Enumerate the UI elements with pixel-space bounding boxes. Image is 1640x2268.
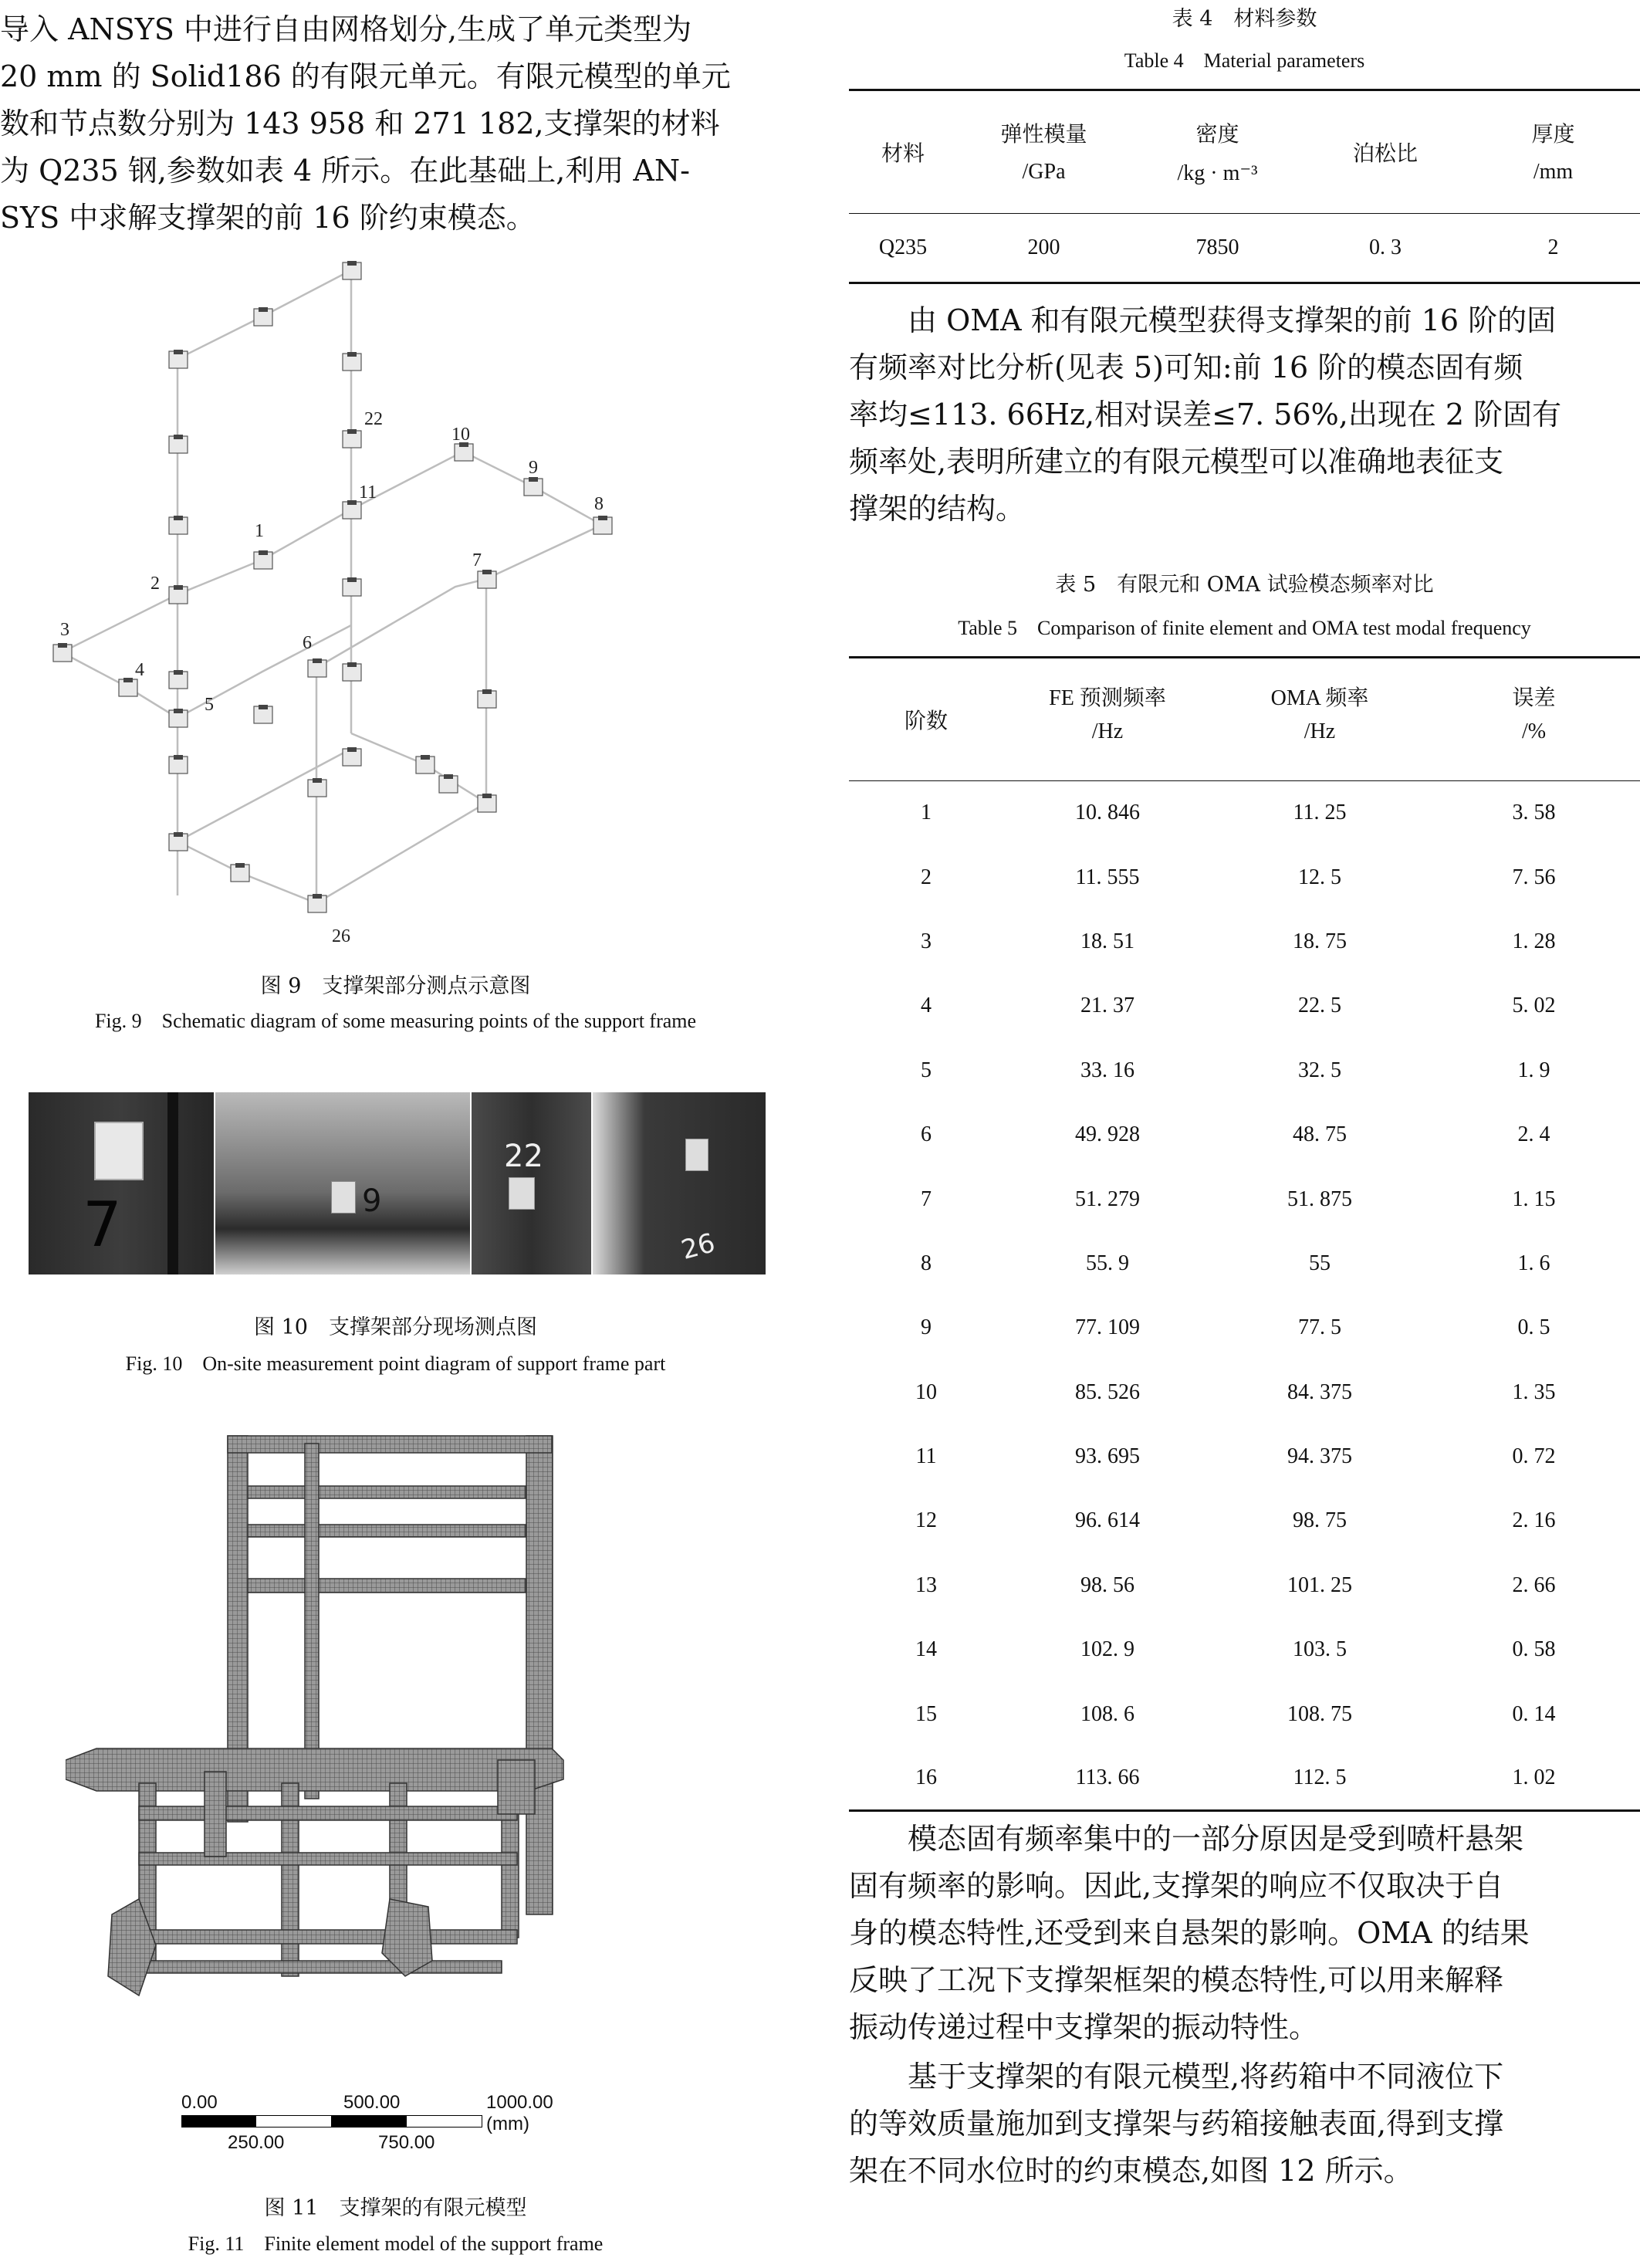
- node: [343, 747, 361, 766]
- table-cell: 21. 37: [1080, 994, 1134, 1018]
- intro-paragraph: 导入 ANSYS 中进行自由网格划分,生成了单元类型为 20 mm 的 Solid186 的有限元单元。有限元模型的单元 数和节点数分别为 143 958 和 271 182,支撑架的材料 为 Q235 钢,参数如表 4 所示。在此基础上,利用 AN- SYS 中求解支撑架的前 16 阶约束模态。: [0, 12, 731, 235]
- node: [343, 261, 361, 279]
- node: [308, 894, 326, 912]
- table-row: [849, 1360, 1640, 1424]
- table-cell: 2. 4: [1517, 1122, 1550, 1147]
- node: [343, 662, 361, 681]
- table4-header: 泊松比: [1352, 142, 1418, 166]
- table-cell: 15: [915, 1701, 937, 1726]
- node: [169, 435, 188, 453]
- node: [169, 670, 188, 689]
- node: [119, 678, 137, 696]
- table5-unit: /%: [1521, 719, 1547, 743]
- table-row: [849, 781, 1640, 845]
- table4: [849, 89, 1640, 284]
- photo-point-26: [593, 1092, 766, 1274]
- point-label: 6: [303, 633, 312, 653]
- node: [478, 570, 496, 588]
- table-cell: 8: [921, 1251, 932, 1275]
- table-cell: 77. 109: [1075, 1315, 1140, 1340]
- fig11-scale-bar: [181, 2092, 598, 2154]
- table5-header: OMA 频率: [1270, 686, 1369, 711]
- table-cell: 0. 58: [1512, 1637, 1556, 1662]
- table-cell: 85. 526: [1075, 1379, 1140, 1404]
- point-label: 2: [150, 574, 160, 594]
- node: [343, 577, 361, 596]
- table-cell: 84. 375: [1287, 1379, 1352, 1404]
- table-cell: 2. 66: [1512, 1572, 1556, 1597]
- table-cell: 0. 72: [1512, 1444, 1556, 1469]
- photo-point-9: [215, 1092, 470, 1274]
- point-label: 1: [255, 521, 264, 541]
- table5-body: [849, 781, 1640, 1811]
- table-cell: 94. 375: [1287, 1444, 1352, 1469]
- table-cell: 12: [915, 1508, 937, 1533]
- point-label: 10: [451, 425, 470, 445]
- node: [169, 516, 188, 534]
- point-label: 8: [594, 494, 604, 514]
- fig10-photo-strip: [29, 1092, 766, 1274]
- table-cell: 3: [921, 929, 932, 953]
- node: [478, 689, 496, 708]
- table-row: [849, 1682, 1640, 1746]
- table-row: [849, 1231, 1640, 1295]
- table-cell: 10. 846: [1075, 801, 1140, 825]
- node: [169, 832, 188, 851]
- frame-lines: [62, 270, 602, 903]
- node: [231, 863, 249, 882]
- table5-header: 阶数: [904, 709, 948, 733]
- scale-tick-label: 1000.00 (mm): [486, 2092, 553, 2134]
- table-cell: 96. 614: [1075, 1508, 1140, 1533]
- mid-paragraph: 由 OMA 和有限元模型获得支撑架的前 16 阶的固 有频率对比分析(见表 5)可知:前 16 阶的模态固有频 率均≤113. 66Hz,相对误差≤7. 56%,出现在 2 阶固有 频率处,表明所建立的有限元模型可以准确地表征支 撑架的结构。: [849, 303, 1562, 526]
- table-cell: 18. 51: [1080, 929, 1134, 953]
- node: [524, 477, 543, 496]
- table-cell: 1. 35: [1512, 1379, 1556, 1404]
- photo-point-7: [29, 1092, 214, 1274]
- node: [169, 709, 188, 727]
- table-cell: 9: [921, 1315, 932, 1340]
- node: [455, 442, 473, 461]
- point-label: 9: [529, 458, 538, 478]
- table-cell: 13: [915, 1572, 937, 1597]
- table-cell: 2: [921, 865, 932, 889]
- table-row: [849, 1167, 1640, 1231]
- table-cell: 108. 6: [1080, 1701, 1134, 1726]
- table-cell: 32. 5: [1298, 1058, 1341, 1082]
- fig11-fe-model: [66, 1420, 621, 2015]
- table-cell: 51. 875: [1287, 1186, 1352, 1211]
- table-cell: 18. 75: [1293, 929, 1347, 953]
- table-cell: 98. 75: [1293, 1508, 1347, 1533]
- measuring-nodes: [53, 261, 612, 912]
- table-row: [849, 1102, 1640, 1166]
- table5: [849, 656, 1640, 1812]
- table-cell: 10: [915, 1379, 937, 1404]
- fig11-caption-cn: 图 11 支撑架的有限元模型: [264, 2196, 527, 2220]
- table4-header: 厚度: [1531, 123, 1575, 147]
- table-row: [849, 1489, 1640, 1553]
- table-cell: 4: [921, 994, 932, 1018]
- scale-tick-label: 250.00: [228, 2132, 285, 2153]
- photo-label: 7: [83, 1189, 122, 1261]
- table-row: [849, 1038, 1640, 1102]
- fig9-caption-en: Fig. 9 Schematic diagram of some measuring points of the support frame: [94, 1010, 697, 1032]
- table-cell: 77. 5: [1298, 1315, 1341, 1340]
- scale-tick-label: 750.00: [378, 2132, 435, 2153]
- table-cell: 112. 5: [1293, 1765, 1347, 1790]
- table-cell: 1. 28: [1512, 929, 1556, 953]
- table-cell: 101. 25: [1287, 1572, 1352, 1597]
- fig11-caption-en: Fig. 11 Finite element model of the support frame: [188, 2232, 604, 2255]
- table-cell: 108. 75: [1287, 1701, 1352, 1726]
- table-cell: 12. 5: [1298, 865, 1341, 889]
- table-cell: 93. 695: [1075, 1444, 1140, 1469]
- table-cell: 102. 9: [1080, 1637, 1134, 1662]
- table-cell: 1. 15: [1512, 1186, 1556, 1211]
- point-label: 4: [135, 660, 144, 680]
- table4-unit: /GPa: [1022, 159, 1066, 184]
- table-cell: 103. 5: [1293, 1637, 1347, 1662]
- table-cell: 49. 928: [1075, 1122, 1140, 1147]
- table-cell: 33. 16: [1080, 1058, 1134, 1082]
- table5-title-cn: 表 5 有限元和 OMA 试验模态频率对比: [1055, 573, 1434, 597]
- table-cell: 5: [921, 1058, 932, 1082]
- node: [254, 550, 272, 569]
- point-label: 7: [472, 550, 482, 570]
- node: [593, 516, 612, 534]
- table-cell: 113. 66: [1075, 1765, 1140, 1790]
- table-row: [849, 1746, 1640, 1810]
- table-cell: 55: [1309, 1251, 1331, 1275]
- point-label: 5: [205, 695, 214, 715]
- photo-label: 22: [504, 1139, 543, 1174]
- fig10-caption-cn: 图 10 支撑架部分现场测点图: [254, 1315, 537, 1339]
- table4-header: 材料: [881, 142, 925, 166]
- photo-label: 26: [678, 1227, 719, 1266]
- table-row: [849, 1424, 1640, 1488]
- table5-unit: /Hz: [1304, 719, 1336, 743]
- table-cell: 2. 16: [1512, 1508, 1556, 1533]
- fig10-caption-en: Fig. 10 On-site measurement point diagram of support frame part: [125, 1352, 666, 1375]
- point-label: 22: [364, 409, 383, 429]
- table-cell: 14: [915, 1637, 937, 1662]
- table-cell: 48. 75: [1293, 1122, 1347, 1147]
- node: [254, 307, 272, 326]
- table-row: [849, 974, 1640, 1038]
- fig9-caption-cn: 图 9 支撑架部分测点示意图: [260, 974, 531, 998]
- end-paragraph-1: 模态固有频率集中的一部分原因是受到喷杆悬架 固有频率的影响。因此,支撑架的响应不仅取决于自 身的模态特性,还受到来自悬架的影响。OMA 的结果 反映了工况下支撑架框架的模态特性,可以用来解释 振动传递过程中支撑架的振动特性。: [849, 1822, 1530, 2044]
- end-paragraph-2: 基于支撑架的有限元模型,将药箱中不同液位下 的等效质量施加到支撑架与药箱接触表面,得到支撑 架在不同水位时的约束模态,如图 12 所示。: [849, 2060, 1504, 2188]
- point-label: 11: [359, 482, 377, 503]
- table-cell: 6: [921, 1122, 932, 1147]
- table-cell: 1. 02: [1512, 1765, 1556, 1790]
- point-label: 3: [60, 620, 69, 640]
- point-label: 26: [332, 926, 350, 942]
- photo-point-22: [472, 1092, 591, 1274]
- table-cell: 55. 9: [1086, 1251, 1129, 1275]
- table4-title-cn: 表 4 材料参数: [1172, 7, 1317, 31]
- node: [478, 794, 496, 812]
- table-cell: 3. 58: [1512, 801, 1556, 825]
- node: [53, 643, 72, 662]
- scale-tick-label: 0.00: [181, 2092, 218, 2113]
- table-cell: 51. 279: [1075, 1186, 1140, 1211]
- table4-unit: /mm: [1533, 159, 1574, 184]
- table-cell: 22. 5: [1298, 994, 1341, 1018]
- table-row: [849, 909, 1640, 973]
- node: [343, 352, 361, 371]
- node: [308, 778, 326, 797]
- table5-header: FE 预测频率: [1049, 686, 1166, 711]
- table-cell: 16: [915, 1765, 937, 1790]
- table-row: [849, 1553, 1640, 1617]
- node: [308, 658, 326, 677]
- table4-header: 密度: [1195, 123, 1239, 147]
- node: [254, 705, 272, 723]
- table-cell: 1. 9: [1517, 1058, 1550, 1082]
- node: [343, 429, 361, 448]
- table-cell: 1: [921, 801, 932, 825]
- table-cell: 7: [921, 1186, 932, 1211]
- table-cell: 0. 14: [1512, 1701, 1556, 1726]
- table-cell: 11. 555: [1075, 865, 1140, 889]
- table-cell: 11. 25: [1293, 801, 1347, 825]
- table5-unit: /Hz: [1091, 719, 1124, 743]
- scale-tick-label: 500.00: [343, 2092, 401, 2113]
- fig9-schematic: [31, 255, 695, 942]
- point-labels: [60, 409, 604, 942]
- table-row: Q235 200 7850 0. 3 2: [849, 214, 1640, 283]
- photo-label: 9: [362, 1183, 382, 1219]
- table-cell: 7. 56: [1512, 865, 1556, 889]
- table4-header: 弹性模量: [1000, 123, 1087, 147]
- table5-title-en: Table 5 Comparison of finite element and OMA test modal frequency: [958, 617, 1531, 639]
- table-cell: 1. 6: [1517, 1251, 1550, 1275]
- node: [169, 350, 188, 368]
- table5-header: 误差: [1512, 686, 1556, 711]
- table-cell: 11: [915, 1444, 937, 1469]
- node: [343, 500, 361, 519]
- node: [169, 585, 188, 604]
- table-cell: 5. 02: [1512, 994, 1556, 1018]
- fe-mesh: [66, 1436, 563, 1996]
- table-cell: 0. 5: [1517, 1315, 1550, 1340]
- node: [169, 755, 188, 773]
- table4-title-en: Table 4 Material parameters: [1124, 49, 1365, 72]
- node: [439, 774, 458, 793]
- table-row: [849, 1618, 1640, 1682]
- table-row: [849, 1296, 1640, 1360]
- node: [416, 755, 435, 773]
- table4-unit: /kg · m⁻³: [1177, 161, 1258, 185]
- table-row: [849, 845, 1640, 909]
- table-cell: 98. 56: [1080, 1572, 1134, 1597]
